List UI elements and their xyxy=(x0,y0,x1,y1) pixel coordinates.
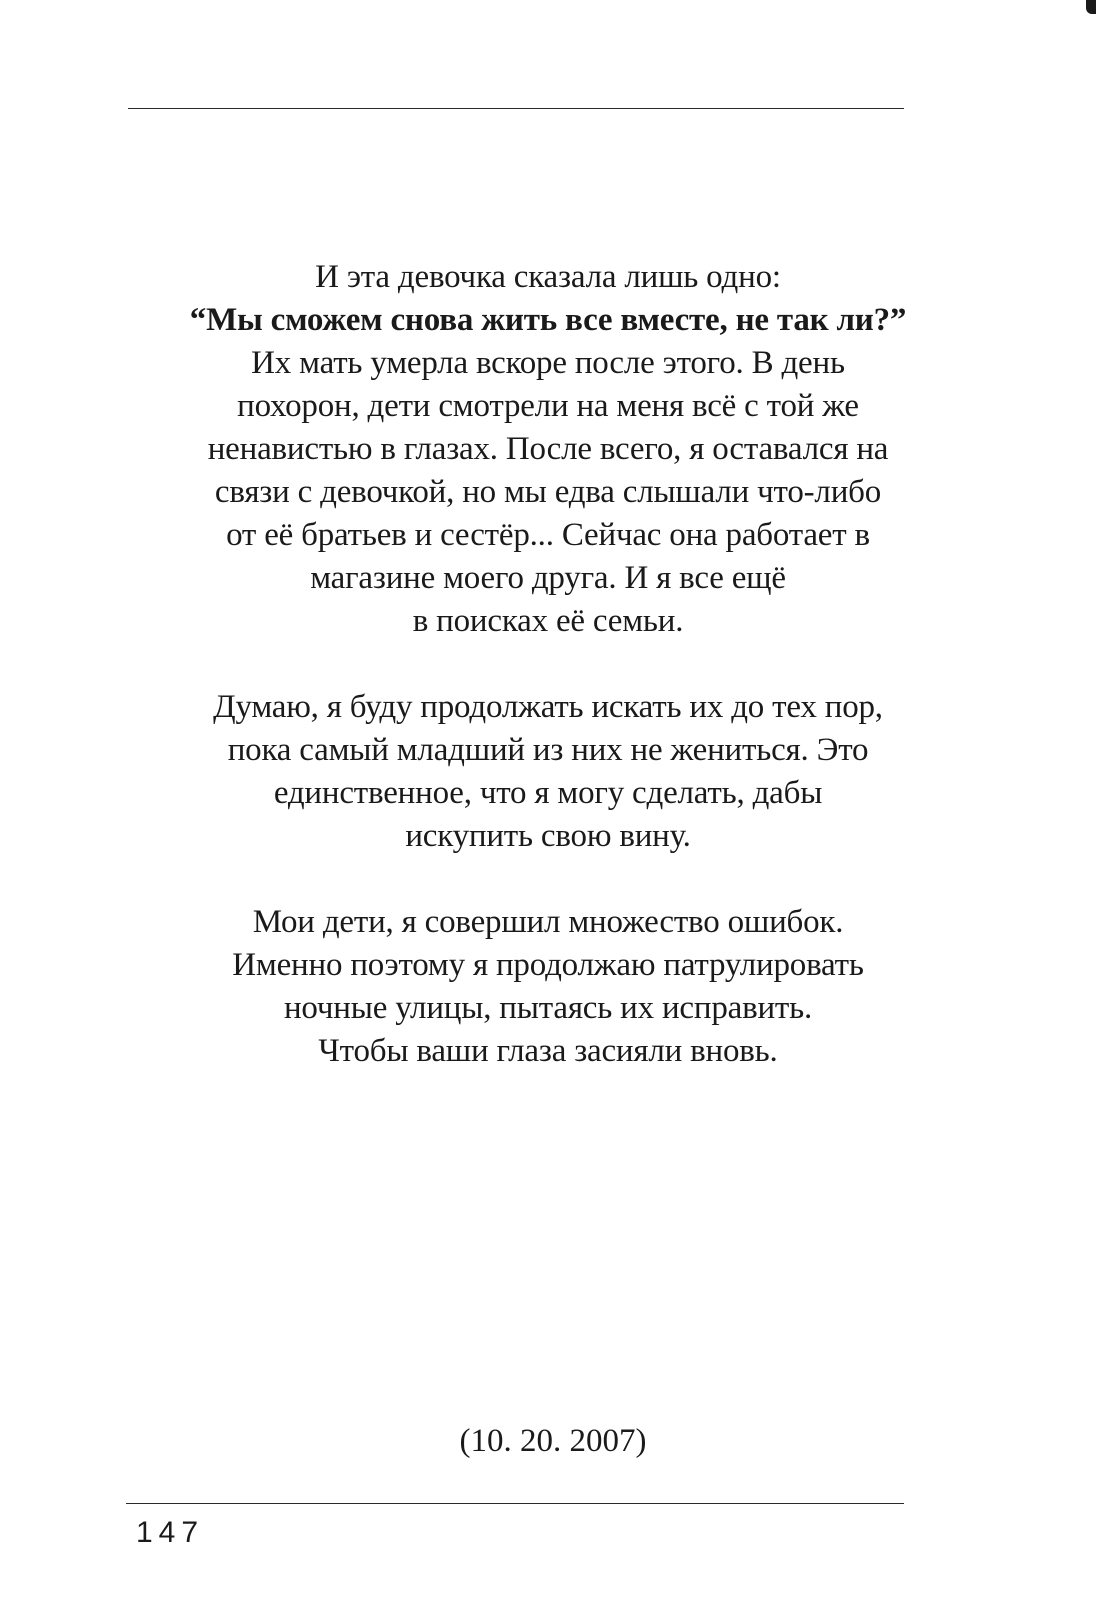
scan-edge-mark xyxy=(1086,0,1096,14)
text-line: ночные улицы, пытаясь их исправить. xyxy=(283,990,813,1026)
paragraph-gap xyxy=(100,643,996,686)
paragraph-gap xyxy=(100,858,996,901)
text-line: искупить свою вину. xyxy=(405,818,691,854)
bottom-rule xyxy=(126,1503,904,1504)
text-line: ненавистью в глазах. После всего, я оставался на xyxy=(207,431,889,467)
quoted-line: “Мы сможем снова жить все вместе, не так ли?” xyxy=(189,302,907,338)
text-line: единственное, что я могу сделать, дабы xyxy=(273,775,823,811)
text-line: И эта девочка сказала лишь одно: xyxy=(315,259,781,295)
top-rule xyxy=(128,108,904,109)
text-line: Думаю, я буду продолжать искать их до тех пор, xyxy=(213,689,883,725)
text-line: Мои дети, я совершил множество ошибок. xyxy=(252,904,844,940)
text-line: Именно поэтому я продолжаю патрулировать xyxy=(232,947,864,983)
text-line: пока самый младший из них не жениться. Это xyxy=(227,732,869,768)
text-line: Чтобы ваши глаза засияли вновь. xyxy=(318,1033,778,1069)
body-text xyxy=(100,256,996,1073)
text-line: связи с девочкой, но мы едва слышали что-либо xyxy=(214,474,882,510)
entry-date: (10. 20. 2007) xyxy=(459,1423,647,1459)
text-line: от её братьев и сестёр... Сейчас она работает в xyxy=(226,517,870,553)
page-number: 147 xyxy=(136,1516,205,1549)
text-line: похорон, дети смотрели на меня всё с той же xyxy=(237,388,859,424)
text-line: в поисках её семьи. xyxy=(412,603,684,639)
text-line: магазине моего друга. И я все ещё xyxy=(310,560,786,596)
text-line: Их мать умерла вскоре после этого. В день xyxy=(251,345,845,381)
